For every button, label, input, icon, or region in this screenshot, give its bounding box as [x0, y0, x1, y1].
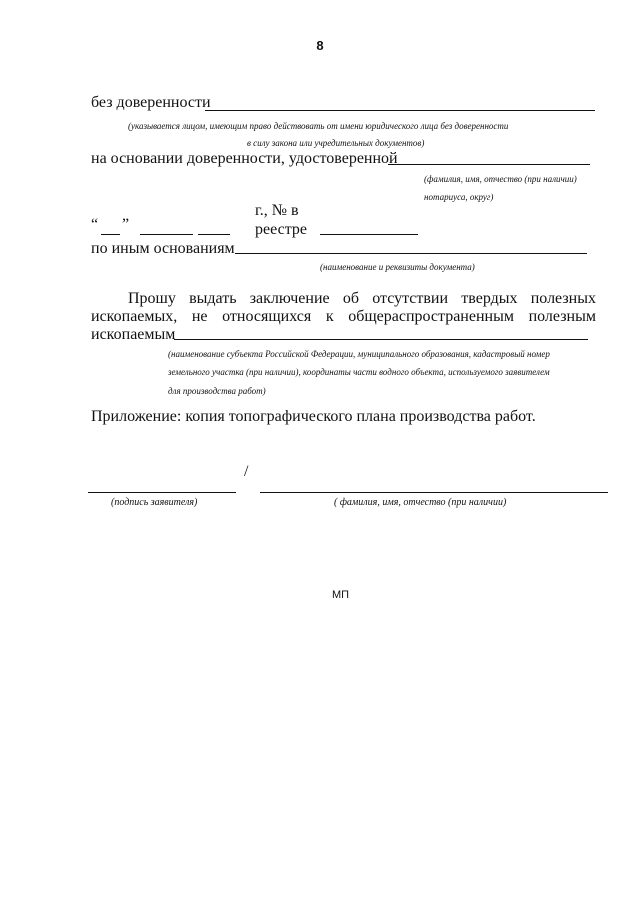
other-grounds-note: (наименование и реквизиты документа) — [320, 262, 475, 272]
request-text-line1 — [91, 290, 596, 308]
notary-blank-line — [388, 164, 590, 165]
signature-blank-line — [88, 492, 236, 493]
subject-note-line2: земельного участка (при наличии), координаты части водного объекта, используемого заявителем — [168, 367, 550, 377]
month-blank-line — [140, 234, 193, 235]
year-blank-line — [198, 234, 230, 235]
subject-blank-line — [174, 339, 588, 340]
request-word: к — [325, 308, 334, 325]
request-word: Прошу — [128, 290, 176, 307]
page-number: 8 — [316, 38, 324, 53]
notary-note-line2: нотариуса, округ) — [424, 192, 494, 202]
quote-close: ” — [122, 216, 130, 233]
subject-note-line1: (наименование субъекта Российской Федерации, муниципального образования, кадастровый номер — [168, 349, 550, 359]
signature-slash: / — [244, 463, 249, 480]
request-text-line2 — [91, 308, 596, 326]
attachment-text: Приложение: копия топографического плана производства работ. — [91, 408, 536, 425]
without-poa-blank-line — [205, 110, 595, 111]
notary-note-line1: (фамилия, имя, отчество (при наличии) — [424, 174, 577, 184]
request-word: полезных — [530, 290, 596, 307]
other-grounds-label: по иным основаниям — [91, 240, 235, 257]
request-word: твердых — [461, 290, 518, 307]
request-text-line3: ископаемым — [91, 326, 176, 343]
request-word: общераспространенным — [348, 308, 514, 325]
request-word: об — [342, 290, 359, 307]
registry-label: реестре — [255, 221, 307, 238]
request-word: выдать — [189, 290, 237, 307]
request-word: отсутствии — [372, 290, 449, 307]
subject-note-line3: для производства работ) — [168, 386, 266, 396]
stamp-place-label: МП — [332, 589, 350, 601]
year-number-label: г., № в — [255, 202, 299, 219]
fullname-blank-line — [260, 492, 608, 493]
by-power-of-attorney-label: на основании доверенности, удостоверенной — [91, 150, 398, 167]
without-power-of-attorney-label: без доверенности — [91, 94, 211, 111]
fullname-note: ( фамилия, имя, отчество (при наличии) — [334, 497, 507, 508]
without-poa-note-line1: (указывается лицом, имеющим право действовать от имени юридического лица без доверенности — [128, 121, 509, 131]
quote-open: “ — [91, 216, 99, 233]
request-word: не — [191, 308, 208, 325]
request-word: полезным — [528, 308, 596, 325]
request-word: относящихся — [222, 308, 312, 325]
without-poa-note-line2: в силу закона или учредительных документов) — [247, 138, 425, 148]
registry-number-blank-line — [320, 234, 418, 235]
day-blank-line — [101, 234, 120, 235]
request-word: заключение — [249, 290, 330, 307]
other-grounds-blank-line — [235, 253, 587, 254]
signature-note: (подпись заявителя) — [111, 497, 198, 508]
request-word: ископаемых, — [91, 308, 178, 325]
